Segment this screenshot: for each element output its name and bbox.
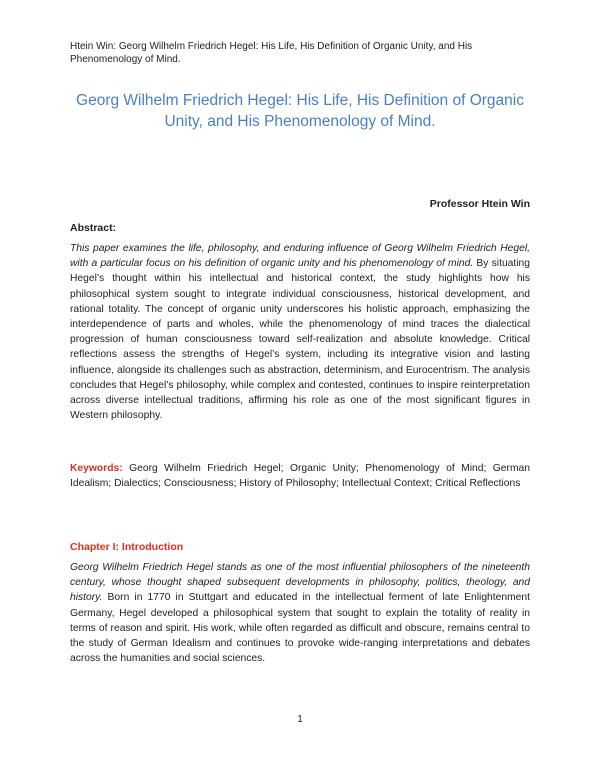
abstract-body — [70, 241, 530, 423]
chapter-body — [70, 560, 530, 666]
chapter-italic-lead: Georg Wilhelm Friedrich Hegel stands as one of the most influential philosophers of the nineteenth century, whose thought shaped subsequent developments in philosophy, politics, theology, and history. — [70, 562, 530, 604]
abstract-heading: Abstract: — [70, 222, 117, 234]
keywords-text: Georg Wilhelm Friedrich Hegel; Organic Unity; Phenomenology of Mind; German Idealism; Dialectics; Consciousness; History of Philosophy; Intellectual Context; Critical Reflections — [70, 463, 530, 490]
keywords — [70, 461, 530, 491]
abstract-text: By situating Hegel’s thought within his intellectual and historical context, the study highlights how his philosophical system sought to integrate individual consciousness, historical development, and rational totality. The concept of organic unity underscores his holistic approach, emphasizing the interdependence of parts and wholes, while the phenomenology of mind traces the dialectical progression of human consciousness toward self-realization and absolute knowledge. Critical reflections assess the strengths of Hegel’s system, including its integrative vision and lasting influence, alongside its challenges such as abstraction, determinism, and Eurocentrism. The analysis concludes that Hegel’s philosophy, while complex and contested, continues to inspire reinterpretation across diverse intellectual traditions, affirming his role as one of the most significant figures in Western philosophy. — [70, 258, 530, 422]
keywords-label: Keywords: — [70, 463, 123, 474]
chapter-heading: Chapter I: Introduction — [70, 541, 184, 553]
chapter-text: Born in 1770 in Stuttgart and educated in the intellectual ferment of late Enlightenment Germany, Hegel developed a philosophical system that sought to explain the totality of reality in terms of reason and spirit. His work, while often regarded as difficult and obscure, remains central to the study of German Idealism and continues to provoke wide-ranging interpretations and debates across the humanities and social sciences. — [70, 592, 530, 665]
page-number: 1 — [297, 714, 303, 725]
paper-title: Georg Wilhelm Friedrich Hegel: His Life, His Definition of Organic Unity, and His Phenomenology of Mind. — [76, 92, 524, 130]
author-name: Professor Htein Win — [429, 198, 530, 210]
abstract-italic-lead: This paper examines the life, philosophy, and enduring influence of Georg Wilhelm Friedrich Hegel, with a particular focus on his definition of organic unity and his phenomenology of mind. — [70, 243, 530, 270]
running-header: Htein Win: Georg Wilhelm Friedrich Hegel: His Life, His Definition of Organic Unity, and His Phenomenology of Mind. — [70, 41, 473, 65]
